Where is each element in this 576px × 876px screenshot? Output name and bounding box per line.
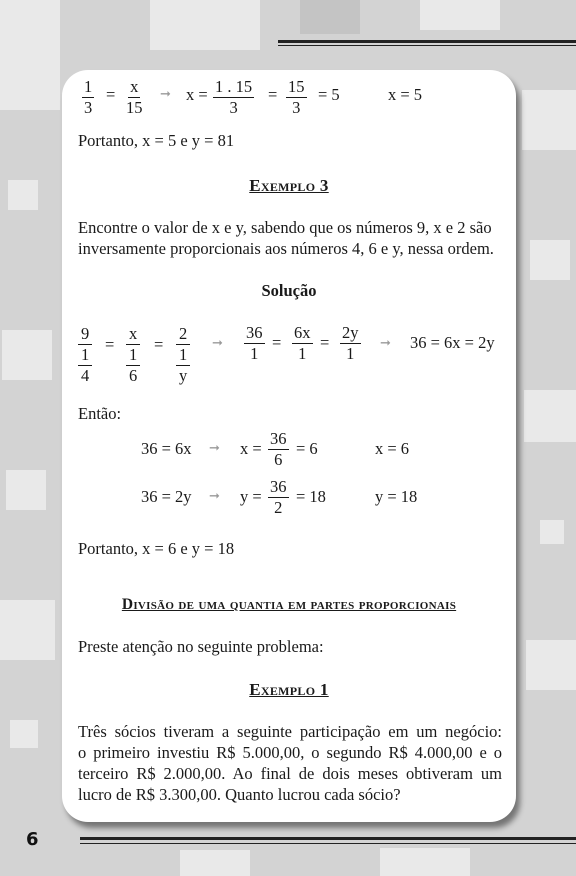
conclusion-text: Portanto, x = 6 e y = 18: [78, 539, 235, 558]
bg-square: [10, 720, 38, 748]
arrow-right-icon: ➞: [380, 336, 391, 351]
equation-lhs: 36 = 6x: [141, 439, 192, 458]
arrow-right-icon: ➞: [209, 489, 220, 504]
top-rule-thin: [278, 45, 576, 46]
denominator: 15: [126, 98, 143, 117]
equation-result: 36 = 6x = 2y: [410, 333, 495, 352]
denominator: 6: [274, 450, 283, 469]
section-heading-exemplo-1: Exemplo 1: [249, 680, 329, 699]
paragraph-line: Três sócios tiveram a seguinte participação em um negócio:: [78, 722, 502, 741]
denominator: 3: [84, 98, 93, 117]
equation-result: y = 18: [375, 487, 418, 506]
fraction-x-15: [126, 78, 143, 117]
conclusion-text: Portanto, x = 5 e y = 81: [78, 131, 235, 150]
equals-sign: =: [105, 335, 115, 354]
numerator: 36: [270, 429, 287, 448]
numerator: 2: [176, 324, 190, 345]
paragraph-line: terceiro R$ 2.000,00. Ao final de dois meses obtiveram um: [78, 764, 502, 783]
equals-sign: =: [154, 335, 164, 354]
equation-result: x = 6: [375, 439, 410, 458]
numerator: 1: [84, 77, 93, 96]
bg-square: [530, 240, 570, 280]
bg-square: [180, 850, 250, 876]
variable-label: x =: [240, 439, 262, 458]
equation-lhs: x =: [186, 85, 208, 104]
numerator: 36: [270, 477, 287, 496]
sub-denominator: y: [179, 366, 188, 385]
numerator: x: [130, 77, 139, 96]
numerator: 36: [246, 323, 263, 342]
sub-denominator: 4: [81, 366, 90, 385]
bg-square: [8, 180, 38, 210]
equals-sign: =: [320, 333, 330, 352]
bg-square: [150, 0, 260, 50]
equation-result-part: = 18: [296, 487, 326, 506]
sub-denominator: 6: [129, 366, 138, 385]
arrow-right-icon: ➞: [209, 441, 220, 456]
bg-square: [0, 600, 55, 660]
bottom-rule: [80, 837, 576, 840]
top-rule: [278, 40, 576, 43]
bg-square: [6, 470, 46, 510]
paragraph-line: lucro de R$ 3.300,00. Quanto lucrou cada sócio?: [78, 785, 401, 804]
fraction-2y-1: [340, 324, 361, 363]
numerator: x: [126, 324, 140, 345]
numerator: 9: [78, 324, 92, 345]
equals-sign: =: [106, 85, 116, 104]
bg-square: [0, 0, 60, 110]
page-number: 6: [26, 829, 39, 850]
paragraph-line: o primeiro investiu R$ 5.000,00, o segundo R$ 4.000,00 e o: [78, 743, 502, 762]
denominator: 1: [346, 344, 355, 363]
paragraph-line: Encontre o valor de x e y, sabendo que os números 9, x e 2 são: [78, 218, 492, 237]
numerator: 1 . 15: [215, 77, 253, 96]
numerator: 15: [288, 77, 305, 96]
exemplo-1-paragraph: [78, 721, 502, 805]
fraction-36-1: [244, 324, 265, 363]
intro-text: Preste atenção no seguinte problema:: [78, 637, 324, 656]
compound-fraction-9: [78, 324, 92, 386]
numerator: 2y: [342, 323, 359, 342]
bg-square: [300, 0, 360, 34]
exemplo-3-paragraph: [78, 217, 502, 259]
sub-numerator: 1: [176, 345, 190, 366]
solution-heading: Solução: [261, 281, 317, 300]
fraction-36-6: [268, 430, 289, 469]
bg-square: [380, 848, 470, 876]
bg-square: [526, 640, 576, 690]
numerator: 6x: [294, 323, 311, 342]
equation-result: x = 5: [388, 85, 423, 104]
arrow-right-icon: ➞: [212, 336, 223, 351]
equals-sign: =: [272, 333, 282, 352]
sub-numerator: 1: [78, 345, 92, 366]
bottom-rule-thin: [80, 843, 576, 844]
denominator: 2: [274, 498, 283, 517]
equals-sign: =: [268, 85, 278, 104]
fraction-15-3: [286, 78, 307, 117]
equation-result-part: = 5: [318, 85, 340, 104]
bg-square: [540, 520, 564, 544]
section-heading-exemplo-3: Exemplo 3: [249, 176, 329, 195]
fraction-1-3: [82, 78, 94, 117]
denominator: 1: [298, 344, 307, 363]
paragraph-line: inversamente proporcionais aos números 4, 6 e y, nessa ordem.: [78, 239, 494, 258]
fraction-6x-1: [292, 324, 313, 363]
sub-numerator: 1: [126, 345, 140, 366]
equation-lhs: 36 = 2y: [141, 487, 192, 506]
bg-square: [524, 390, 576, 442]
fraction-36-2: [268, 478, 289, 517]
bg-square: [522, 90, 576, 150]
bg-square: [420, 0, 500, 30]
equation-result-part: = 6: [296, 439, 318, 458]
compound-fraction-2: [176, 324, 190, 386]
entao-label: Então:: [78, 404, 122, 423]
bg-square: [2, 330, 52, 380]
variable-label: y =: [240, 487, 262, 506]
denominator: 1: [250, 344, 259, 363]
denominator: 3: [229, 98, 238, 117]
arrow-right-icon: ➞: [160, 87, 171, 102]
compound-fraction-x: [126, 324, 140, 386]
denominator: 3: [292, 98, 301, 117]
section-heading-divisao: Divisão de uma quantia em partes proporcionais: [121, 596, 457, 613]
fraction-1x15-3: [213, 78, 254, 117]
